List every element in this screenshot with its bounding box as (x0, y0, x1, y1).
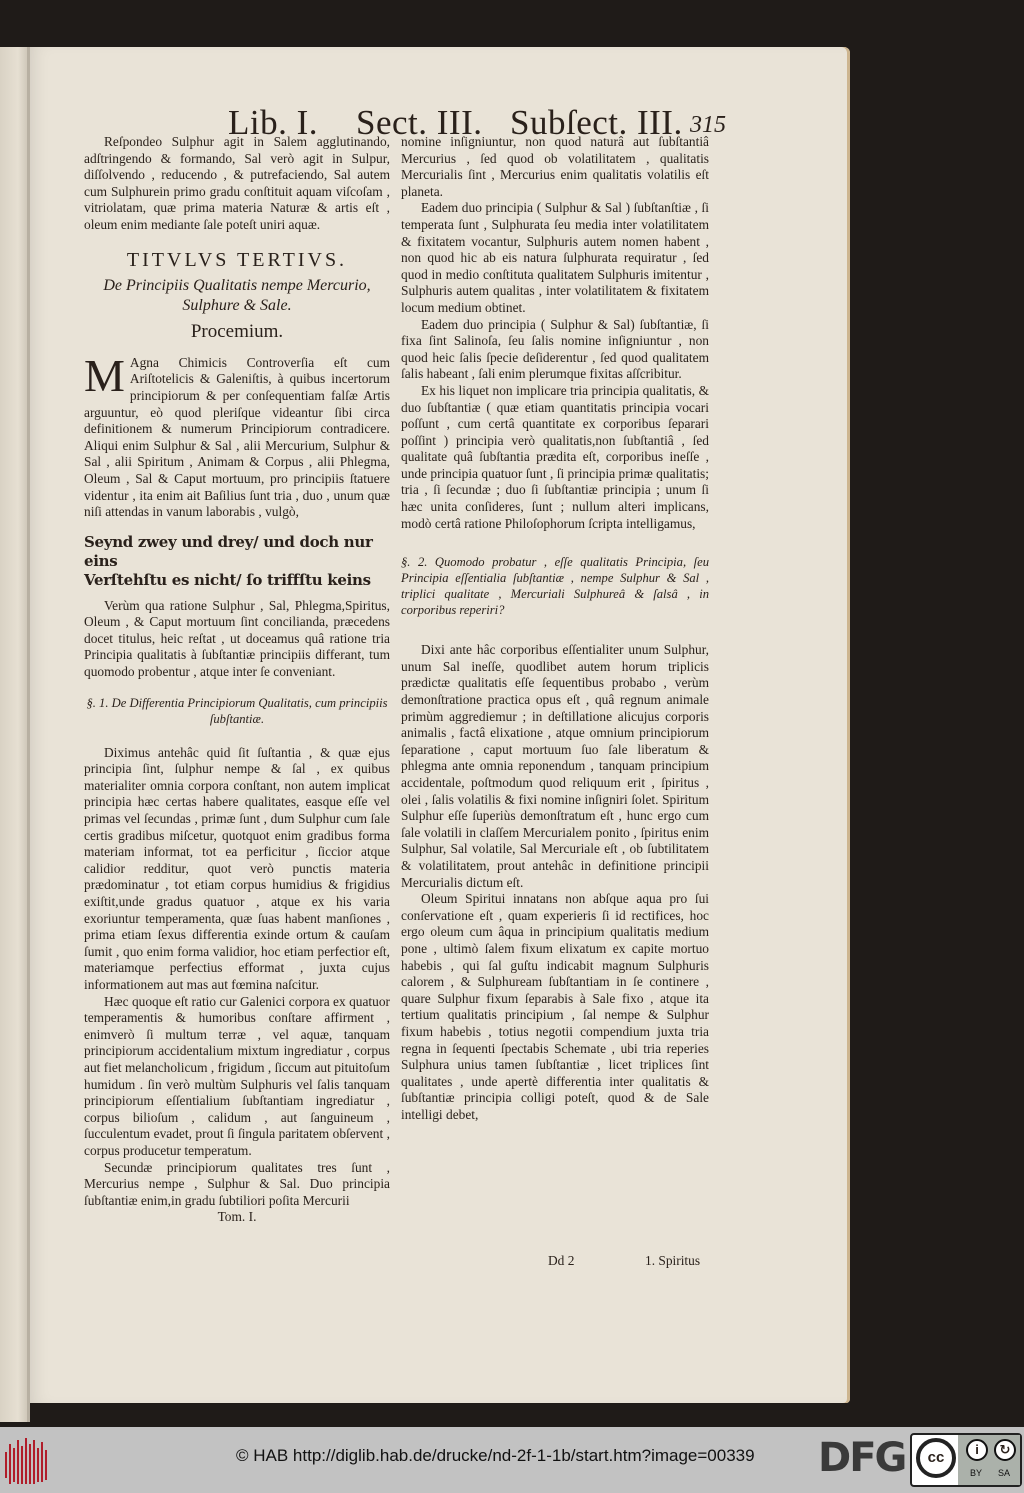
diximus-paragraph: Diximus antehâc quid ſit ſuſtantia , & quæ ejus principia ſint, ſulphur nempe & ſal , ex quibus materialiter omnia corpora conſtant, non autem implicat principia hæc certas habere qualitates, easque eſſe vel primas vel ſecundas , primæ ſunt , dum Sulphur cum ſale certis gradibus miſcetur, quotquot enim gradibus forma materiam informat, tot ea perficitur , ſiccior atque calidior redditur, quot verò punctis materia prædominatur , tot etiam corpus humidius & frigidius exiſtit,unde gradus quatuor , atque ex his varia exoriuntur temperamenta, quæ ſuas habent manſiones , prima etiam ſexus differentia exinde ortum & cauſam ſumit , quo enim forma validior, hoc etiam perfectior eſt, materiamque perfectius efformat , juxta cujus informationem aut mas aut fœmina naſcitur. (84, 744, 390, 992)
drop-cap: M (84, 349, 125, 401)
oleum-paragraph: Oleum Spiritui innatans non abſque aqua pro ſui conſervatione eſt , quam experieris ſi id rectifices, hoc ergo oleum cum âqua in principium qualitatis medium pone , ultimò ſalem fixum elixatum ex capite mortuo habebis , qui ſal guſtu indicabit magnum Sulphuris calorem , & Sulphuream ſubſtantiam in ſe continere , quare Sulphur fixum ſeparabis à Sale fixo , atque ita tertium qualitatis principium , ſal nempe & Sulphur fixum habebis , totius negotii compendium juxta tria regna in ſequenti ſpectabis Schemate , ubi tria reperies Sulphura unius tamen ſubſtantiæ , licet triplices ſint qualitates , unde apertè differentia inter qualitatis & ſubſtantiæ principia colligi poteſt, quod & de Sale intelligi debet, (401, 891, 709, 1122)
eadem-paragraph-2: Eadem duo principia ( Sulphur & Sal) ſubſtantiæ, ſi fixa ſint Salinoſa, ſeu ſalis nomine inſigniuntur , non quod heic ſalis ſpecie deſiderentur , ſed quod qualitatem ſalis habeant , ſali enim plerumque fixitas aſſcribitur. (401, 316, 709, 382)
viewer-footer (0, 1427, 1024, 1493)
chapter-title: TITVLVS TERTIVS. (126, 248, 348, 271)
continuation-paragraph: nomine inſigniuntur, non quod naturâ aut ſubſtantiâ Mercurius , ſed quod ob volatilitatem , qualitatis Mercurialis ſint , Mercurius enim qualitatis volatilis eſt planeta. (401, 134, 709, 199)
copyright-link[interactable]: © HAB http://diglib.hab.de/drucke/nd-2f-1-1b/start.htm?image=00339 (236, 1446, 755, 1465)
signature-mark-right: Dd 2 (548, 1253, 575, 1268)
catchword: 1. Spiritus (645, 1253, 701, 1268)
secundae-paragraph: Secundæ principiorum qualitates tres ſunt , Mercurius nempe , Sulphur & Sal. Duo principia ſubſtantiæ enim,in gradu ſubtiliori poſita Mercurii (84, 1159, 390, 1208)
sa-sharealike-icon: ↻ (994, 1439, 1016, 1461)
cc-icon: cc (916, 1438, 956, 1478)
section-2-heading: §. 2. Quomodo probatur , eſſe qualitatis Principia, ſeu Principia eſſentialia ſubſtantiæ , nempe Sulphur & Sal , triplici qualitate , Mercuriali Sulphureâ & ſalsâ , in corporibus reperiri? (401, 555, 709, 618)
procemium-text: Agna Chimicis Controverſia eſt cum Ariſtotelicis & Galeniſtis, à quibus incertorum principiorum & per conſequentiam falſæ Artis arguuntur, eò quod pleriſque videantur ſibi circa definitionem & numerum Principiorum contradicere. Aliqui enim Sulphur & Sal , alii Mercurium, Sulphur & Sal , alii Spiritum , Animam & Corpus , alii Phlegma, Oleum , Sal & Caput mortuum, pro principiis ſtatuere videntur , ita enim ait Baſilius ſunt tria , duo , unum quæ niſi attendas in vanum laborabis , vulgò, (84, 354, 390, 520)
ex-his-paragraph: Ex his liquet non implicare tria principia qualitatis, & duo ſubſtantiæ ( quæ etiam quantitatis principia vocari poſſunt , cum certâ quantitate ex corporibus ſeparari poſſint ) principia verò qualitatis,non ſubſtantiâ , ſed qualitate quâ ſubſtantia prædita eſt, corporibus ineſſe , unde principia quatuor ſunt , ſi principia primæ qualitatis; tria , ſi ſecundæ ; duo ſi ſubſtantiæ principia ; unum ſi hæc unita conſideres, ſunt ; nullum alteri implicans, modò certâ ratione Philoſophorum ſcripta intelligamus, (401, 382, 709, 531)
running-head-lib: Lib. I. (228, 103, 319, 142)
running-head-sect: Sect. III. (356, 103, 483, 142)
page-number: 315 (690, 112, 726, 138)
sa-label: SA (998, 1468, 1011, 1478)
german-verse-line: Seynd zwey und drey/ und doch nur eins (84, 532, 373, 570)
by-attribution-icon: i (966, 1439, 988, 1461)
dfg-logo: DFG (818, 1435, 906, 1481)
german-verse (84, 533, 390, 590)
hab-logo-icon (4, 1434, 48, 1486)
by-label: BY (970, 1468, 983, 1478)
left-page-edge (0, 47, 30, 1422)
german-verse-line: Verſtehſtu es nicht/ ſo triffſtu keins (84, 570, 371, 589)
opening-paragraph: Reſpondeo Sulphur agit in Salem agglutinando, adſtringendo & formando, Sal verò agit in Sulpur, diſſolvendo , reducendo , & putrefaciendo, Sal autem cum Sulphurein primo gradu conſtituit aquam viſcoſam , vitriolatam, quæ prima materia Naturæ & artis eſt , oleum enim mediante ſale poteſt uniri aquæ. (84, 134, 390, 232)
dixi-paragraph: Dixi ante hâc corporibus eſſentialiter unum Sulphur, unum Sal ineſſe, quodlibet autem horum triplicis prædictæ qualitatis eſſe ſequentibus probabo , verùm demonſtratione practica opus eſt , quâ regnum animale primùm aggrediemur ; in deſtillatione alicujus corporis animalis , factâ elixatione , atque omnium principiorum ſeparatione , caput mortuum ſuo ſale liberatum & phlegma ante omnia reponendum , tanquam principium accidentale, poſtmodum quod reliquum erit , ſpiritus , olei , ſalis volatilis & fixi nomine inſigniri ſolet. Spiritum Sulphur eſſe ſuperiùs demonſtratum eſt , hunc ergo cum ſale volatili in claſſem Mercurialem ponito , ſpiritus enim Sulphur, Sal volatile, Sal Mercuriale eſt , ob ſubtilitatem & volatilitatem, prout antehâc in definitione principii Mercurialis dictum eſt. (401, 642, 709, 890)
right-column (401, 134, 709, 1123)
left-column (84, 134, 390, 1226)
chapter-subtitle: De Principiis Qualitatis nempe Mercurio, Sulphure & Sale. (103, 277, 371, 315)
eadem-paragraph-1: Eadem duo principia ( Sulphur & Sal ) ſubſtanſtiæ , ſi temperata ſunt , Sulphurata ſeu media inter volatilitatem & fixitatem vocantur, Sulphuris autem nomen habent , non quod hic ab eis natura ſulphurata requiratur , ſed quod in medio conſtituta qualitatem Sulphuris imitentur , Sulphuris autem qualitas , inter volatilitatem & fixitatem locum medium obtinet. (401, 200, 709, 315)
procemium-heading: Procemium. (190, 321, 284, 343)
running-head-subsect: Subſect. III. (510, 103, 683, 142)
section-1-heading: §. 1. De Differentia Principiorum Qualitatis, cum principiis ſubſtantiæ. (86, 695, 388, 726)
signature-mark: Tom. I. (217, 1209, 257, 1225)
cc-attributes (958, 1435, 1020, 1485)
haec-paragraph: Hæc quoque eſt ratio cur Galenici corpora ex quatuor temperamentis & humoribus conſtare affirment , enimverò ſi multum terræ , vel aquæ, tanquam principiorum accidentalium mixtum ingrediatur , corpus aut fiet melancholicum , frigidum , ſiccum aut pituitoſum humidum . ſin verò multùm Sulphuris vel ſalis tanquam principiorum eſſentialium ſubſtantiam ingrediatur , corpus bilioſum , calidum , aut ſanguineum , ſucculentum evadet, prout ſi ſingula paritatem obſervent , corpus producetur temperatum. (84, 993, 390, 1158)
cc-license-badge[interactable] (910, 1433, 1022, 1487)
verum-paragraph: Verùm qua ratione Sulphur , Sal, Phlegma,Spiritus, Oleum , & Caput mortuum ſint concilianda, præcedens docet titulus, heic reſtat , ut doceamus quâ ratione tria Principia qualitatis à ſubſtantiæ principiis differant, tum quomodo probentur , atque inter ſe conveniant. (84, 597, 390, 680)
procemium-block (84, 349, 390, 521)
